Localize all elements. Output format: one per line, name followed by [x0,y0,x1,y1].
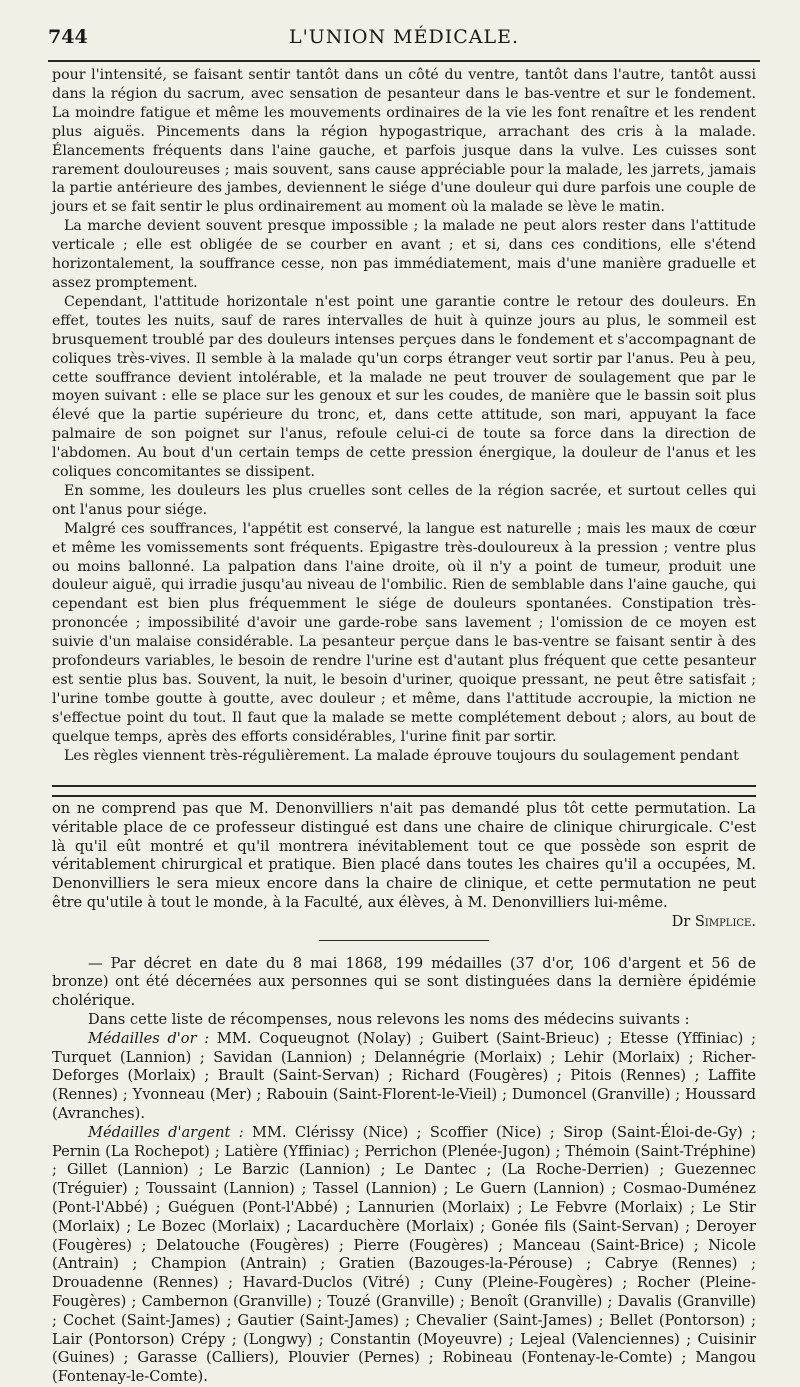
gold-medals-paragraph [52,1030,756,1124]
signature-prefix: Dr [671,912,691,930]
signature-name: Simplice. [694,912,756,930]
silver-medals-list: MM. Clérissy (Nice) ; Scoffier (Nice) ; Sirop (Saint-Éloi-de-Gy) ; Pernin (La Rochepot) ; Latière (Yffiniac) ; Perrichon (Plenée-Jugon) ; Thémoin (Saint-Tréphine) ; Gillet (Lannion) ; Le Barzic (Lannion) ; Le Dantec ; (La Roche-Derrien) ; Guezennec (Tréguier) ; Toussaint (Lannion) ; Tassel (Lannion) ; Le Guern (Lannion) ; Cosmao-Duménez (Pont-l'Abbé) ; Guéguen (Pont-l'Abbé) ; Lannurien (Morlaix) ; Le Febvre (Morlaix) ; Le Stir (Morlaix) ; Le Bozec (Morlaix) ; Lacarduchère (Morlaix) ; Gonée fils (Saint-Servan) ; Deroyer (Fougères) ; Delatouche (Fougères) ; Pierre (Fougères) ; Manceau (Saint-Brice) ; Nicole (Antrain) ; Champion (Antrain) ; Gratien (Bazouges-la-Pérouse) ; Cabrye (Rennes) ; Drouadenne (Rennes) ; Havard-Duclos (Vitré) ; Cuny (Pleine-Fougères) ; Rocher (Pleine-Fougères) ; Cambernon (Granville) ; Touzé (Granville) ; Benoît (Granville) ; Davalis (Granville) ; Cochet (Saint-James) ; Gautier (Saint-James) ; Chevalier (Saint-James) ; Bellet (Pontorson) ; Lair (Pontorson) Crépy ; (Longwy) ; Constantin (Moyeuvre) ; Lejeal (Valenciennes) ; Cuisinir (Guines) ; Garasse (Calliers), Plouvier (Pernes) ; Robineau (Fontenay-le-Comte) ; Mangou (Fontenay-le-Comte). [52,1123,757,1386]
article-paragraph: Cependant, l'attitude horizontale n'est point une garantie contre le retour des douleurs. En effet, toutes les nuits, sauf de rares intervalles de huit à quinze jours au plus, le sommeil est brusquement troublé par des douleurs intenses perçues dans le fondement et s'accompagnant de coliques très-vives. Il semble à la malade qu'un corps étranger veut sortir par l'anus. Peu à peu, cette souffrance devient intolérable, et la malade ne peut trouver de soulagement que par le moyen suivant : elle se place sur les genoux et sur les coudes, de manière que le bassin soit plus élevé que la partie supérieure du tronc, et, dans cette attitude, son mari, appuyant la face palmaire de son poignet sur l'anus, refoule celui-ci de toute sa force dans la direction de l'abdomen. Au bout d'un certain temps de cette pression énergique, la douleur de l'anus et les coliques concomitantes se dissipent. [52,293,756,481]
feuilleton-paragraph: on ne comprend pas que M. Denonvilliers n'ait pas demandé plus tôt cette permutation. La véritable place de ce professeur distingué est dans une chaire de clinique chirurgicale. C'est là qu'il eût montré et qu'il montrera inévitablement tout ce que possède son esprit de véritablement chirurgical et pratique. Bien placé dans toutes les chaires qu'il a occupées, M. Denonvilliers le sera mieux encore dans la chaire de clinique, et cette permutation ne peut être qu'utile à tout le monde, à la Faculté, aux élèves, à M. Denonvilliers lui-même. [52,800,756,911]
feuilleton-separator [52,785,756,797]
notes-section [52,800,756,1387]
page-header [48,22,760,52]
intro-paragraph: Dans cette liste de récompenses, nous relevons les noms des médecins suivants : [88,1010,690,1028]
signature [52,913,756,932]
silver-medals-paragraph [52,1124,756,1387]
page-number: 744 [48,26,88,48]
article-paragraph: La marche devient souvent presque impossible ; la malade ne peut alors rester dans l'attitude verticale ; elle est obligée de se courber en avant ; et si, dans ces conditions, elle s'étend horizontalement, la souffrance cesse, non pas immédiatement, mais d'une manière graduelle et assez promptement. [52,218,756,291]
header-rule [48,60,760,62]
section-divider [319,940,489,941]
decree-paragraph: — Par décret en date du 8 mai 1868, 199 médailles (37 d'or, 106 d'argent et 56 de bronze) ont été décernées aux personnes qui se sont distinguées dans la dernière épidémie cholérique. [52,954,756,1010]
article-paragraph: pour l'intensité, se faisant sentir tantôt dans un côté du ventre, tantôt dans l'autre, tantôt aussi dans la région du sacrum, avec sensation de pesanteur dans le bas-ventre et sur le fondement. La moindre fatigue et même les mouvements ordinaires de la vie les font renaître et les rendent plus aiguës. Pincements dans la région hypogastrique, arrachant des cris à la malade. Élancements fréquents dans l'aine gauche, et parfois jusque dans la vulve. Les cuisses sont rarement douloureuses ; mais souvent, sans cause appréciable pour la malade, les jarrets, jamais la partie antérieure des jambes, deviennent le siége d'une douleur qui dure parfois une couple de jours et se fait sentir le plus ordinairement au moment où la malade se lève le matin. [52,67,756,216]
article-paragraph: Malgré ces souffrances, l'appétit est conservé, la langue est naturelle ; mais les maux de cœur et même les vomissements sont fréquents. Epigastre très-douloureux à la pression ; ventre plus ou moins ballonné. La palpation dans l'aine droite, où il n'y a point de tumeur, produit une douleur aiguë, qui irradie jusqu'au niveau de l'ombilic. Rien de semblable dans l'aine gauche, qui cependant est bien plus fréquemment le siége de douleurs spontanées. Constipation très-prononcée ; impossibilité d'avoir une garde-robe sans lavement ; l'omission de ce moyen est suivie d'un malaise considérable. La pesanteur perçue dans le bas-ventre se faisant sentir à des profondeurs variables, le besoin de rendre l'urine est d'autant plus fréquent que cette pesanteur est sentie plus bas. Souvent, la nuit, le besoin d'uriner, quoique pressant, ne peut être satisfait ; l'urine tombe goutte à goutte, avec douleur ; et même, dans l'attitude accroupie, la miction ne s'effectue point du tout. Il faut que la malade se mette complétement debout ; alors, au bout de quelque temps, après des efforts considérables, l'urine finit par sortir. [52,520,756,745]
gold-medals-list: MM. Coqueugnot (Nolay) ; Guibert (Saint-Brieuc) ; Etesse (Yffiniac) ; Turquet (Lannion) ; Savidan (Lannion) ; Delannégrie (Morlaix) ; Lehir (Morlaix) ; Richer-Deforges (Morlaix) ; Brault (Saint-Servan) ; Richard (Fougères) ; Pitois (Rennes) ; Laffite (Rennes) ; Yvonneau (Mer) ; Rabouin (Saint-Florent-le-Vieil) ; Dumoncel (Granville) ; Houssard (Avranches). [52,1029,756,1122]
journal-title: L'UNION MÉDICALE. [288,26,520,48]
article-paragraph: En somme, les douleurs les plus cruelles sont celles de la région sacrée, et surtout celles qui ont l'anus pour siége. [52,482,756,518]
gold-medals-label: Médailles d'or : [88,1029,210,1047]
article-paragraph: Les règles viennent très-régulièrement. La malade éprouve toujours du soulagement pendant [64,747,739,764]
silver-medals-label: Médailles d'argent : [88,1123,244,1141]
article-body [52,66,756,766]
